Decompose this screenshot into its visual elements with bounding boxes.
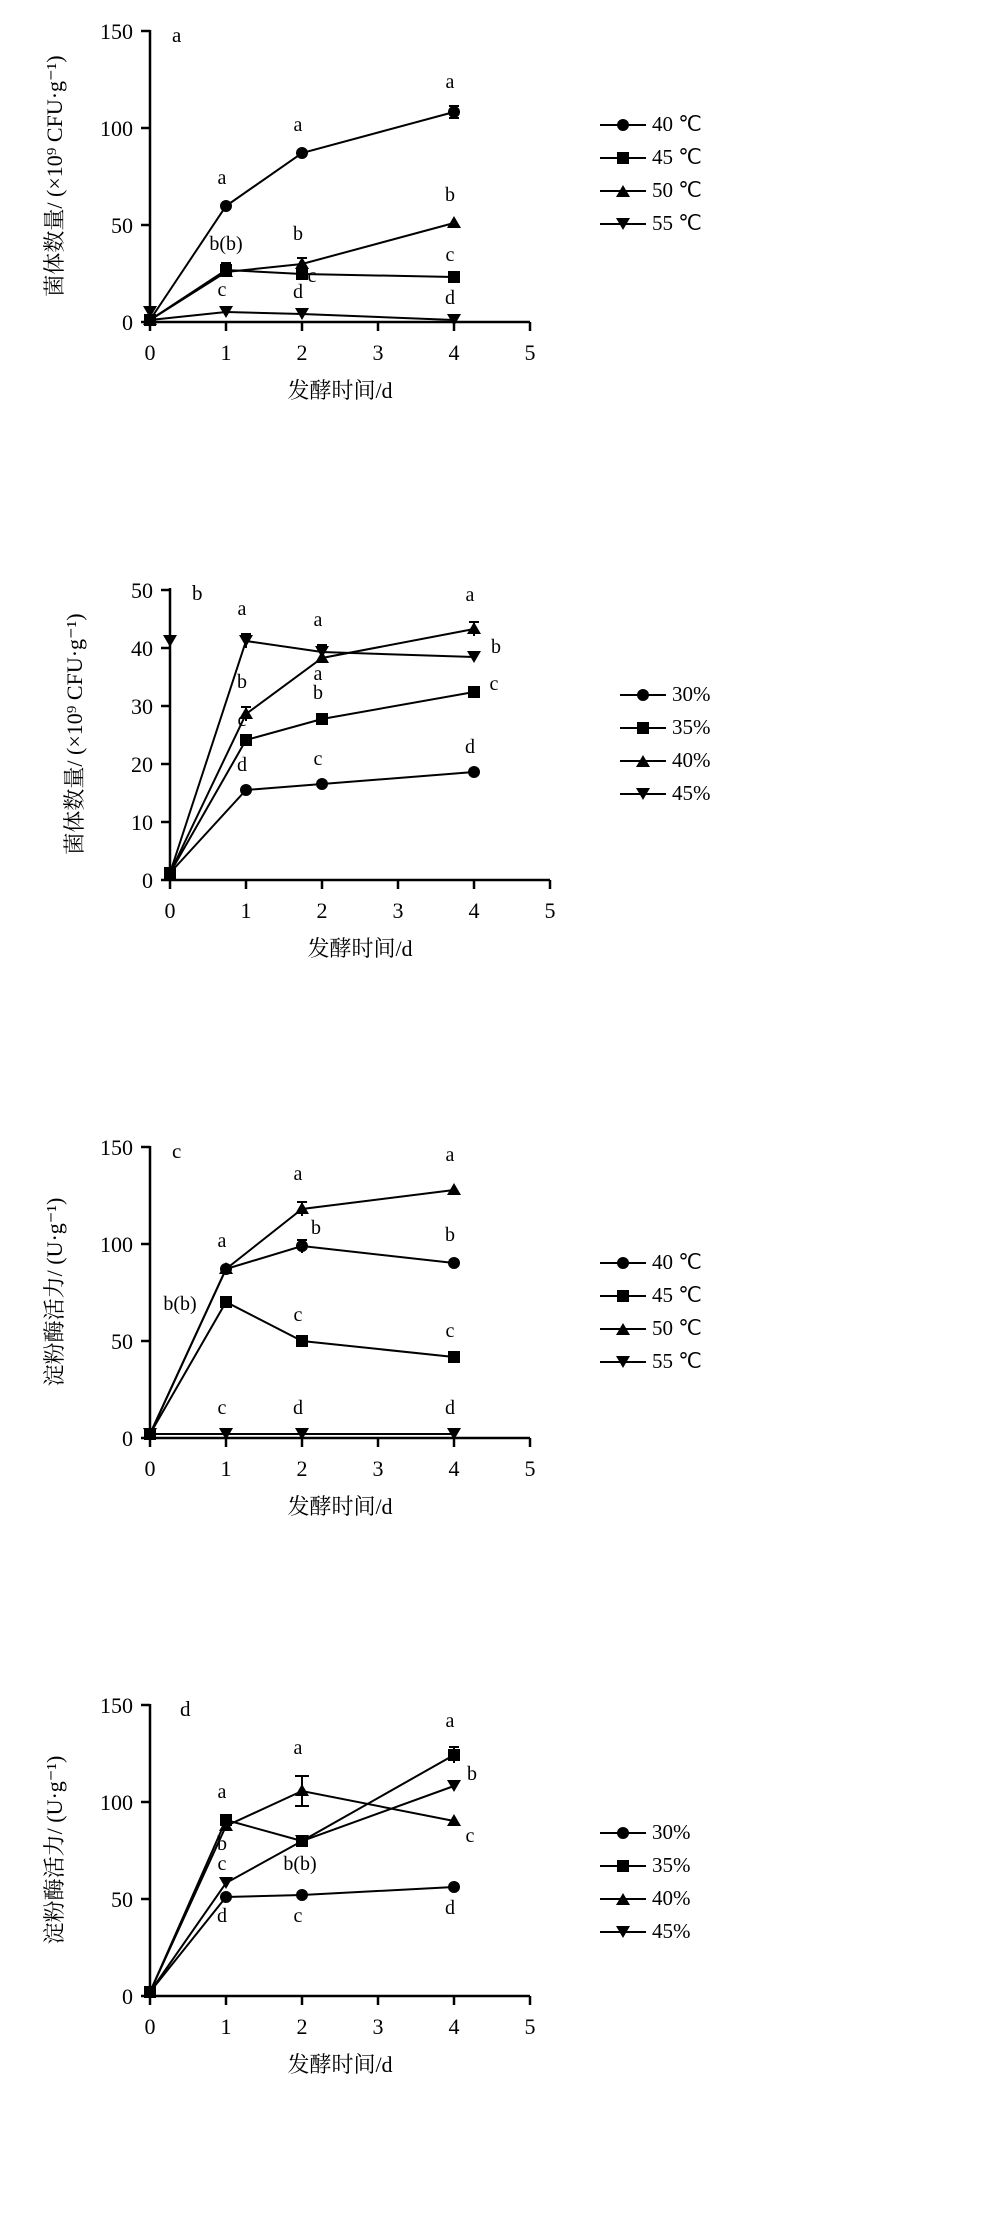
x-tick-label: 2 [296, 1456, 308, 1481]
annotation: b [467, 1763, 477, 1785]
x-tick-label: 3 [372, 1456, 384, 1481]
legend-b [620, 678, 711, 810]
annotation: b(b) [283, 1853, 317, 1875]
legend-item [600, 1816, 691, 1849]
annotation: c [445, 244, 455, 266]
annotation: a [465, 584, 475, 606]
data-point [448, 1881, 460, 1893]
data-point [448, 106, 460, 118]
data-point [295, 1784, 309, 1796]
legend-label: 40% [672, 748, 711, 772]
legend-item [620, 777, 711, 810]
y-tick-label: 50 [111, 1329, 133, 1354]
legend-item [600, 1915, 691, 1948]
panel-label: a [172, 23, 182, 47]
annotation: c [217, 1853, 227, 1875]
legend-item [620, 711, 711, 744]
data-point [467, 622, 481, 634]
x-tick-label: 3 [372, 2014, 384, 2039]
chart-panel-a [0, 0, 993, 558]
data-point [468, 686, 480, 698]
y-tick-label: 0 [142, 868, 153, 893]
legend-marker-triangle-up [600, 182, 646, 200]
annotation: d [293, 1397, 303, 1419]
x-tick-label: 5 [524, 2014, 536, 2039]
legend-label: 35% [672, 715, 711, 739]
annotation: a [445, 1710, 455, 1732]
legend-item [600, 1279, 702, 1312]
x-tick-label: 2 [316, 898, 328, 923]
chart-svg-c [0, 1116, 993, 1674]
y-tick-label: 150 [100, 19, 133, 44]
data-point [316, 713, 328, 725]
data-point [219, 1877, 233, 1889]
y-tick-label: 100 [100, 116, 133, 141]
x-tick-label: 5 [524, 340, 536, 365]
annotation: c [465, 1825, 475, 1847]
x-tick-label: 4 [448, 2014, 460, 2039]
y-tick-label: 0 [122, 310, 133, 335]
data-point [448, 1257, 460, 1269]
legend-label: 55 ℃ [652, 211, 702, 235]
data-point [448, 1351, 460, 1363]
legend-label: 55 ℃ [652, 1349, 702, 1373]
legend-item [600, 1246, 702, 1279]
legend-c [600, 1246, 702, 1378]
legend-label: 40% [652, 1886, 691, 1910]
annotation: b(b) [163, 1293, 197, 1315]
legend-marker-triangle-down [600, 215, 646, 233]
legend-label: 50 ℃ [652, 1316, 702, 1340]
y-tick-label: 50 [111, 213, 133, 238]
x-tick-label: 5 [544, 898, 556, 923]
legend-label: 45 ℃ [652, 145, 702, 169]
legend-item [600, 1882, 691, 1915]
legend-marker-square [620, 719, 666, 737]
legend-item [620, 678, 711, 711]
x-tick-label: 1 [220, 2014, 232, 2039]
x-tick-label: 5 [524, 1456, 536, 1481]
data-point [447, 216, 461, 228]
legend-item [600, 174, 702, 207]
annotation: c [307, 265, 317, 287]
annotation: d [293, 281, 303, 303]
legend-item [600, 1849, 691, 1882]
annotation: a [445, 1144, 455, 1166]
y-axis-title: 淀粉酶活力/ (U·g⁻¹) [42, 1197, 67, 1387]
legend-item [620, 744, 711, 777]
x-tick-label: 0 [144, 2014, 156, 2039]
legend-marker-triangle-down [620, 785, 666, 803]
data-point [448, 1749, 460, 1761]
legend-label: 30% [652, 1820, 691, 1844]
data-point [163, 635, 177, 647]
data-point [296, 147, 308, 159]
annotation: c [293, 1304, 303, 1326]
x-tick-label: 1 [240, 898, 252, 923]
annotation: a [237, 598, 247, 620]
annotation: d [445, 287, 455, 309]
annotation: b [311, 1217, 321, 1239]
x-tick-label: 0 [144, 340, 156, 365]
annotation: a [217, 1781, 227, 1803]
legend-label: 45% [652, 1919, 691, 1943]
legend-marker-circle [600, 116, 646, 134]
annotation: a [313, 663, 323, 685]
y-tick-label: 0 [122, 1984, 133, 2009]
y-axis-title: 淀粉酶活力/ (U·g⁻¹) [42, 1755, 67, 1945]
annotation: c [217, 279, 227, 301]
legend-d [600, 1816, 691, 1948]
legend-marker-triangle-down [600, 1353, 646, 1371]
y-tick-label: 40 [131, 636, 153, 661]
legend-marker-circle [600, 1254, 646, 1272]
x-tick-label: 4 [448, 340, 460, 365]
annotation: a [445, 71, 455, 93]
data-point [240, 734, 252, 746]
y-tick-label: 100 [100, 1790, 133, 1815]
x-tick-label: 2 [296, 340, 308, 365]
annotation: c [293, 1905, 303, 1927]
x-tick-label: 0 [164, 898, 176, 923]
annotation: a [217, 1230, 227, 1252]
annotation: d [445, 1397, 455, 1419]
legend-marker-square [600, 1857, 646, 1875]
annotation: c [313, 748, 323, 770]
data-point [220, 200, 232, 212]
annotation: d [445, 1897, 455, 1919]
annotation: d [465, 736, 475, 758]
chart-panel-d [0, 1674, 993, 2232]
data-point [240, 784, 252, 796]
data-point [468, 766, 480, 778]
legend-marker-square [600, 1287, 646, 1305]
legend-marker-triangle-up [600, 1320, 646, 1338]
x-tick-label: 4 [448, 1456, 460, 1481]
y-tick-label: 0 [122, 1426, 133, 1451]
chart-svg-b [0, 558, 993, 1116]
annotation: d [237, 754, 247, 776]
annotation: b [491, 636, 501, 658]
x-tick-label: 3 [372, 340, 384, 365]
legend-marker-triangle-up [600, 1890, 646, 1908]
annotation: b [293, 223, 303, 245]
series-line-30pct [150, 1887, 454, 1992]
legend-label: 45 ℃ [652, 1283, 702, 1307]
legend-label: 30% [672, 682, 711, 706]
y-axis-title: 菌体数量/ (×10⁹ CFU·g⁻¹) [62, 613, 87, 855]
y-tick-label: 50 [111, 1887, 133, 1912]
legend-marker-triangle-up [620, 752, 666, 770]
legend-item [600, 1312, 702, 1345]
data-point [220, 1891, 232, 1903]
legend-a [600, 108, 702, 240]
annotation: b [445, 184, 455, 206]
legend-item [600, 207, 702, 240]
annotation: c [217, 1397, 227, 1419]
legend-marker-triangle-down [600, 1923, 646, 1941]
legend-marker-circle [600, 1824, 646, 1842]
panel-label: c [172, 1139, 182, 1163]
data-point [447, 1183, 461, 1195]
annotation: b [313, 682, 323, 704]
x-tick-label: 0 [144, 1456, 156, 1481]
y-tick-label: 10 [131, 810, 153, 835]
annotation: b(b) [209, 233, 243, 255]
x-axis-title: 发酵时间/d [287, 1494, 393, 1519]
panel-label: d [180, 1697, 191, 1721]
data-point [316, 778, 328, 790]
annotation: c [445, 1320, 455, 1342]
x-tick-label: 1 [220, 340, 232, 365]
legend-item [600, 108, 702, 141]
x-axis-title: 发酵时间/d [307, 936, 413, 961]
annotation: c [237, 709, 247, 731]
legend-label: 50 ℃ [652, 178, 702, 202]
y-tick-label: 150 [100, 1693, 133, 1718]
data-point [220, 1296, 232, 1308]
y-axis-title: 菌体数量/ (×10⁹ CFU·g⁻¹) [42, 55, 67, 297]
x-tick-label: 2 [296, 2014, 308, 2039]
annotation: a [313, 609, 323, 631]
y-tick-label: 100 [100, 1232, 133, 1257]
y-tick-label: 30 [131, 694, 153, 719]
legend-label: 35% [652, 1853, 691, 1877]
chart-panel-c [0, 1116, 993, 1674]
legend-item [600, 141, 702, 174]
data-point [447, 1780, 461, 1792]
x-tick-label: 1 [220, 1456, 232, 1481]
annotation: d [217, 1905, 227, 1927]
y-tick-label: 150 [100, 1135, 133, 1160]
chart-svg-d [0, 1674, 993, 2232]
x-tick-label: 4 [468, 898, 480, 923]
x-axis-title: 发酵时间/d [287, 2052, 393, 2077]
legend-label: 45% [672, 781, 711, 805]
annotation: a [293, 1737, 303, 1759]
y-tick-label: 20 [131, 752, 153, 777]
data-point [220, 1263, 232, 1275]
panel-label: b [192, 581, 203, 605]
annotation: b [217, 1833, 227, 1855]
data-point [296, 1240, 308, 1252]
data-point [448, 271, 460, 283]
annotation: a [293, 1163, 303, 1185]
legend-label: 40 ℃ [652, 112, 702, 136]
x-axis-title: 发酵时间/d [287, 378, 393, 403]
annotation: a [293, 114, 303, 136]
annotation: c [489, 673, 499, 695]
annotation: b [445, 1224, 455, 1246]
annotation: a [217, 167, 227, 189]
chart-panel-b [0, 558, 993, 1116]
data-point [296, 1335, 308, 1347]
chart-svg-a [0, 0, 993, 558]
annotation: b [237, 671, 247, 693]
legend-item [600, 1345, 702, 1378]
legend-label: 40 ℃ [652, 1250, 702, 1274]
data-point [296, 1889, 308, 1901]
legend-marker-square [600, 149, 646, 167]
y-tick-label: 50 [131, 578, 153, 603]
x-tick-label: 3 [392, 898, 404, 923]
legend-marker-circle [620, 686, 666, 704]
